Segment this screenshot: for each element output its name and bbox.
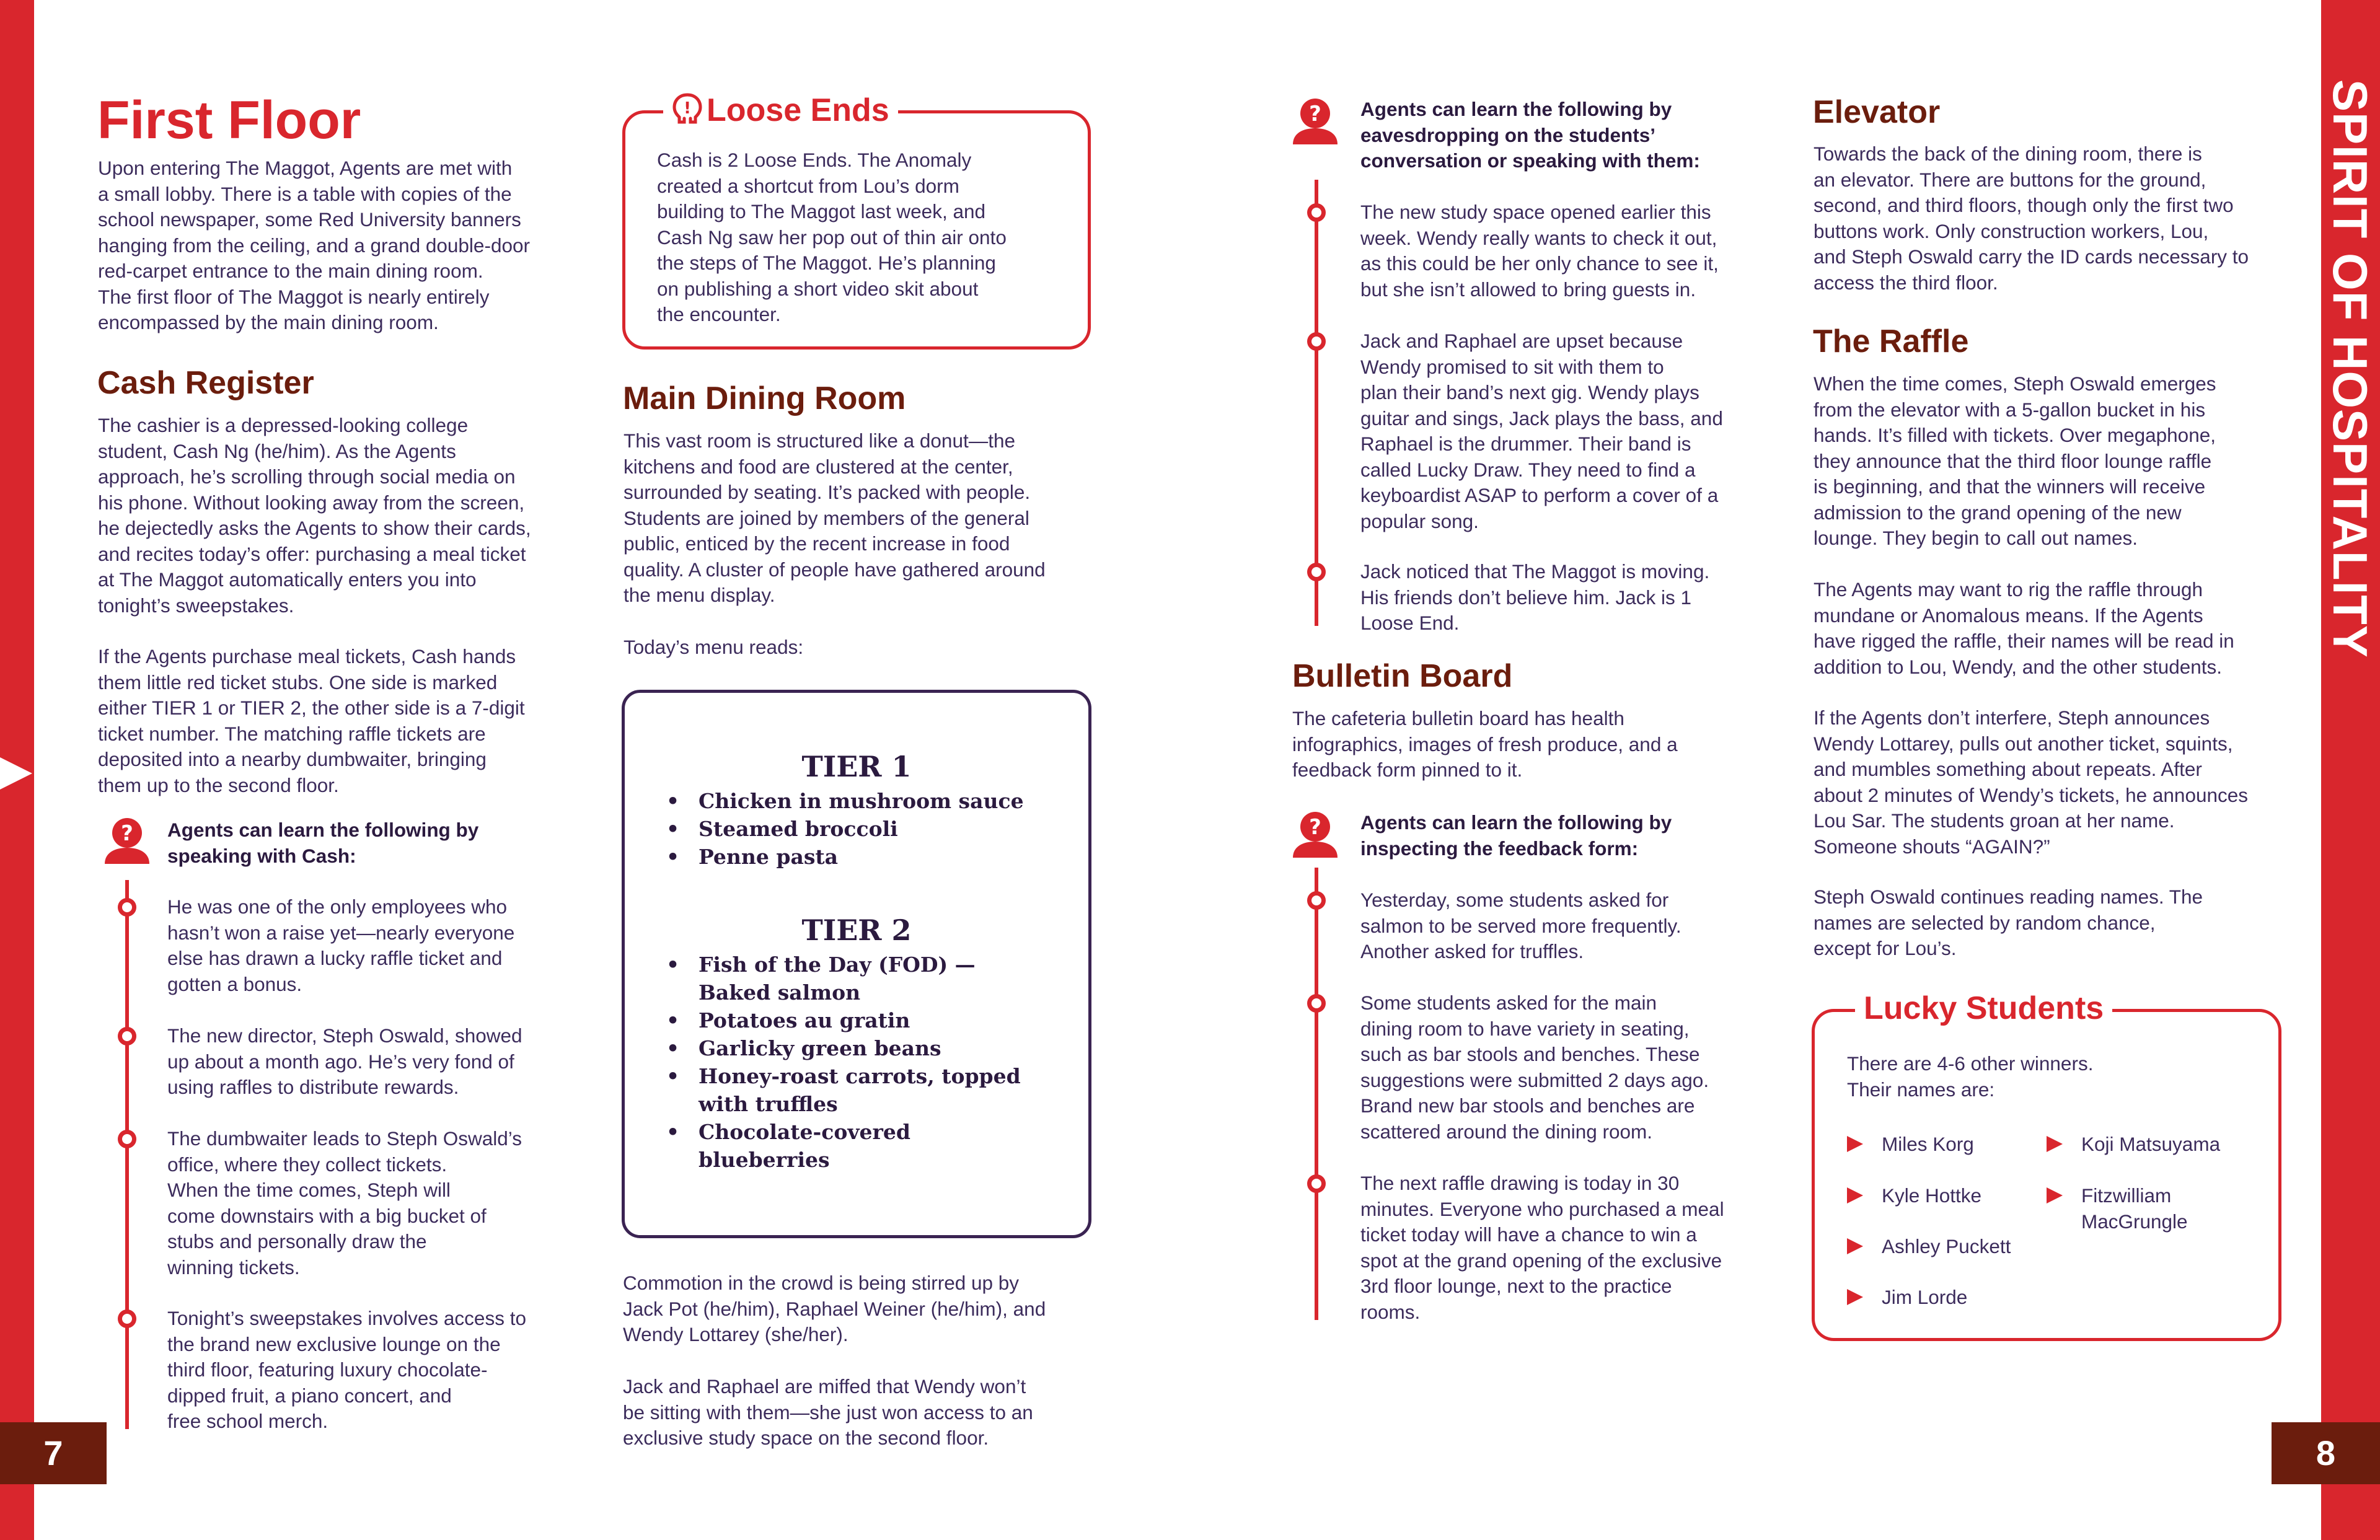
menu-item-line: Steamed broccoli — [699, 817, 898, 841]
bulletin-board-body-line: The cafeteria bulletin board has health — [1292, 707, 1624, 729]
timeline-item-line: His friends don’t believe him. Jack is 1 — [1360, 586, 1691, 609]
menu-item — [666, 1034, 1075, 1062]
main-dining-body-line: kitchens and food are clustered at the center, — [624, 455, 1013, 478]
loose-ends-title-wrap — [663, 92, 898, 129]
eavesdrop-learn-title-line: Agents can learn the following by — [1360, 98, 1672, 120]
main-dining-body-line: Students are joined by members of the general — [624, 506, 1029, 529]
lucky-student-name — [1882, 1285, 1967, 1311]
page-edge-triangle-marker — [0, 757, 32, 790]
timeline-dot — [1307, 203, 1326, 222]
menu-item — [666, 843, 1075, 871]
timeline-item-line: winning tickets. — [167, 1256, 300, 1278]
timeline-item-line: third floor, featuring luxury chocolate- — [167, 1358, 488, 1381]
main-dining-body-line: surrounded by seating. It’s packed with people. — [624, 481, 1031, 503]
lucky-students-intro — [1847, 1051, 2256, 1102]
timeline-item-line: Jack and Raphael are upset because — [1360, 330, 1683, 352]
timeline-dot — [1307, 891, 1326, 910]
raffle-body-1-line: from the elevator with a 5-gallon bucket in his — [1814, 398, 2206, 421]
timeline-item-line: The dumbwaiter leads to Steph Oswald’s — [167, 1127, 522, 1150]
bullet-icon: • — [666, 1036, 680, 1060]
first-floor-body-line: Upon entering The Maggot, Agents are met with — [98, 157, 513, 179]
timeline-item — [167, 1126, 576, 1280]
lucky-student-name — [1882, 1132, 1974, 1158]
svg-text:?: ? — [121, 821, 133, 846]
timeline-item — [167, 894, 576, 997]
raffle-body-3-line: Wendy Lottarey, pulls out another ticket, squints, — [1814, 732, 2233, 755]
lucky-student-name-line: Kyle Hottke — [1882, 1184, 1982, 1207]
raffle-body-2-line: have rigged the raffle, their names will be read in — [1814, 630, 2234, 652]
eavesdrop-learn-title-line: eavesdropping on the students’ — [1360, 123, 1656, 146]
main-dining-body-line: public, enticed by the recent increase in food — [624, 532, 1010, 555]
elevator-body-line: Towards the back of the dining room, there is — [1814, 143, 2202, 165]
bullet-icon: • — [666, 789, 680, 813]
raffle-body-2-line: The Agents may want to rig the raffle through — [1814, 578, 2203, 601]
menu-item — [666, 951, 1075, 1006]
raffle-body-4 — [1814, 884, 2309, 962]
timeline-item-line: The new director, Steph Oswald, showed — [167, 1024, 522, 1047]
cash-register-tickets-body-line: them up to the second floor. — [98, 773, 339, 796]
raffle-body-2-line: addition to Lou, Wendy, and the other students. — [1814, 655, 2223, 678]
triangle-bullet-icon — [2047, 1136, 2063, 1152]
raffle-body-1-line: they announce that the third floor lounge raffle — [1814, 449, 2212, 472]
timeline-item-line: week. Wendy really wants to check it out, — [1360, 226, 1717, 249]
timeline-item-line: 3rd floor lounge, next to the practice — [1360, 1275, 1672, 1297]
timeline-item-line: up about a month ago. He’s very fond of — [167, 1050, 514, 1073]
loose-ends-body-line: Cash Ng saw her pop out of thin air onto — [657, 226, 1007, 249]
svg-text:?: ? — [1309, 102, 1321, 126]
timeline-item — [1360, 200, 1794, 302]
menu-item-line: Fish of the Day (FOD) — — [699, 953, 976, 977]
menu-item-line: Chocolate-covered — [699, 1120, 910, 1144]
timeline-item-line: Raphael is the drummer. Their band is — [1360, 433, 1691, 455]
raffle-body-1-line: lounge. They begin to call out names. — [1814, 527, 2138, 549]
loose-ends-body-line: created a shortcut from Lou’s dorm — [657, 174, 959, 197]
first-floor-body — [98, 156, 581, 336]
bulletin-learn-title-line: inspecting the feedback form: — [1360, 837, 1639, 860]
menu-item-line: Penne pasta — [699, 845, 839, 869]
first-floor-body-line: The first floor of The Maggot is nearly entirely — [98, 285, 490, 308]
timeline-item-line: Some students asked for the main — [1360, 992, 1657, 1014]
cash-timeline — [125, 880, 129, 1429]
raffle-body-3-line: If the Agents don’t interfere, Steph announces — [1814, 706, 2210, 729]
eavesdrop-timeline — [1315, 180, 1318, 626]
timeline-item-line: dining room to have variety in seating, — [1360, 1017, 1690, 1040]
miffed-body-line: be sitting with them—she just won access to an — [623, 1401, 1033, 1423]
timeline-item-line: plan their band’s next gig. Wendy plays — [1360, 381, 1699, 403]
raffle-heading: The Raffle — [1813, 323, 1969, 359]
timeline-dot — [1307, 332, 1326, 351]
timeline-item — [1360, 328, 1794, 534]
raffle-body-2 — [1814, 577, 2309, 680]
bullet-icon: • — [666, 953, 680, 977]
first-floor-body-line: school newspaper, some Red University banners — [98, 208, 521, 231]
cash-register-body — [98, 413, 581, 618]
timeline-item-line: He was one of the only employees who — [167, 895, 508, 918]
cash-register-body-line: student, Cash Ng (he/him). As the Agents — [98, 439, 456, 462]
bulletin-timeline — [1315, 868, 1318, 1320]
menu-item — [666, 1062, 1075, 1118]
cash-learn-title-line: Agents can learn the following by — [167, 819, 479, 841]
timeline-dot — [118, 1309, 136, 1328]
loose-ends-body — [657, 147, 1066, 328]
loose-ends-body-line: building to The Maggot last week, and — [657, 200, 986, 222]
eavesdrop-learn-title-line: conversation or speaking with them: — [1360, 149, 1700, 172]
raffle-body-3-line: and mumbles something about repeats. After — [1814, 758, 2202, 780]
miffed-body-line: Jack and Raphael are miffed that Wendy won’t — [623, 1375, 1026, 1397]
menu-item — [666, 1006, 1075, 1034]
main-dining-body-line: the menu display. — [624, 584, 775, 606]
timeline-dot — [118, 1130, 136, 1148]
menu-tier1-title: TIER 1 — [801, 750, 912, 783]
raffle-body-3-line: about 2 minutes of Wendy’s tickets, he announces — [1814, 783, 2249, 806]
timeline-item-line: the brand new exclusive lounge on the — [167, 1332, 501, 1355]
timeline-item — [167, 1023, 576, 1101]
menu-item — [666, 815, 1075, 843]
timeline-item-line: else has drawn a lucky raffle ticket and — [167, 947, 503, 969]
timeline-item-line: suggestions were submitted 2 days ago. — [1360, 1068, 1709, 1091]
timeline-item-line: keyboardist ASAP to perform a cover of a — [1360, 484, 1719, 506]
cash-register-body-line: approach, he’s scrolling through social media on — [98, 465, 516, 488]
timeline-item-line: using raffles to distribute rewards. — [167, 1076, 459, 1098]
main-dining-heading: Main Dining Room — [623, 381, 906, 416]
raffle-body-4-line: names are selected by random chance, — [1814, 911, 2156, 934]
timeline-item-line: Yesterday, some students asked for — [1360, 889, 1669, 911]
raffle-body-4-line: except for Lou’s. — [1814, 937, 1957, 959]
cash-register-tickets-body-line: deposited into a nearby dumbwaiter, bringing — [98, 748, 487, 770]
svg-text:!: ! — [684, 99, 691, 118]
commotion-body-line: Jack Pot (he/him), Raphael Weiner (he/him), and — [623, 1297, 1046, 1320]
main-dining-body-line: quality. A cluster of people have gathered around — [624, 558, 1046, 581]
elevator-body — [1814, 141, 2309, 296]
lucky-student-name-line: Jim Lorde — [1882, 1286, 1968, 1308]
cash-register-heading: Cash Register — [97, 365, 314, 401]
timeline-item-line: hasn’t won a raise yet—nearly everyone — [167, 921, 515, 944]
timeline-item — [1360, 1171, 1794, 1325]
cash-register-body-line: The cashier is a depressed-looking college — [98, 414, 469, 436]
raffle-body-1-line: hands. It’s filled with tickets. Over megaphone, — [1814, 424, 2216, 446]
cash-register-tickets-body-line: either TIER 1 or TIER 2, the other side is a 7-digit — [98, 697, 525, 719]
main-dining-body-line: This vast room is structured like a donut—the — [624, 429, 1016, 452]
timeline-item-line: When the time comes, Steph will — [167, 1179, 451, 1201]
timeline-item-line: Loose End. — [1360, 612, 1460, 634]
timeline-item-line: salmon to be served more frequently. — [1360, 914, 1681, 937]
loose-ends-body-line: the encounter. — [657, 303, 781, 325]
timeline-item-line: Wendy promised to sit with them to — [1360, 355, 1664, 378]
loose-ends-body-line: the steps of The Maggot. He’s planning — [657, 252, 996, 274]
lucky-student-name — [2081, 1183, 2188, 1234]
cash-register-body-line: at The Maggot automatically enters you into — [98, 568, 477, 591]
menu-item — [666, 1118, 1075, 1174]
lucky-student-name — [2081, 1132, 2220, 1158]
raffle-body-1-line: admission to the grand opening of the new — [1814, 501, 2182, 524]
timeline-item-line: popular song. — [1360, 509, 1479, 532]
bullet-icon: • — [666, 1064, 680, 1088]
menu-item-line: Garlicky green beans — [699, 1036, 941, 1060]
chapter-title-text: SPIRIT OF HOSPITALITY — [2323, 79, 2378, 658]
timeline-item-line: dipped fruit, a piano concert, and — [167, 1384, 452, 1407]
menu-item-line: Baked salmon — [699, 980, 861, 1005]
cash-register-tickets-body — [98, 644, 581, 798]
question-icon — [102, 816, 152, 865]
first-floor-body-line: red-carpet entrance to the main dining room. — [98, 260, 483, 282]
timeline-item-line: minutes. Everyone who purchased a meal — [1360, 1197, 1724, 1220]
bullet-icon: • — [666, 1120, 680, 1144]
timeline-item-line: such as bar stools and benches. These — [1360, 1043, 1700, 1065]
elevator-body-line: access the third floor. — [1814, 271, 1998, 294]
timeline-item-line: free school merch. — [167, 1410, 328, 1432]
timeline-item-line: guitar and sings, Jack plays the bass, and — [1360, 407, 1723, 429]
timeline-item-line: spot at the grand opening of the exclusive — [1360, 1249, 1722, 1272]
eavesdrop-learn-title — [1360, 97, 1700, 174]
menu-tier2-list — [666, 951, 1075, 1174]
lucky-student-name-line: Ashley Puckett — [1882, 1235, 2011, 1257]
timeline-item-line: stubs and personally draw the — [167, 1230, 427, 1252]
timeline-item-line: but she isn’t allowed to bring guests in. — [1360, 278, 1696, 301]
menu-item-line: Chicken in mushroom sauce — [699, 789, 1024, 813]
cash-register-body-line: and recites today’s offer: purchasing a meal ticket — [98, 542, 526, 565]
menu-item — [666, 787, 1075, 815]
cash-register-tickets-body-line: ticket number. The matching raffle tickets are — [98, 722, 486, 745]
timeline-item-line: Tonight’s sweepstakes involves access to — [167, 1307, 526, 1329]
bulletin-board-heading: Bulletin Board — [1292, 658, 1513, 694]
timeline-dot — [1307, 1174, 1326, 1193]
timeline-dot — [1307, 563, 1326, 581]
loose-ends-body-line: on publishing a short video skit about — [657, 277, 979, 300]
commotion-body — [623, 1270, 1106, 1348]
page-number-right: 8 — [2272, 1422, 2380, 1484]
menu-item-line: Potatoes au gratin — [699, 1008, 910, 1032]
raffle-body-1-line: When the time comes, Steph Oswald emerges — [1814, 372, 2216, 395]
menu-item-line: with truffles — [699, 1092, 838, 1116]
raffle-body-3-line: Someone shouts “AGAIN?” — [1814, 835, 2050, 858]
raffle-body-1-line: is beginning, and that the winners will receive — [1814, 475, 2206, 498]
cash-learn-title — [167, 817, 478, 869]
question-icon — [1290, 96, 1340, 146]
timeline-item-line: rooms. — [1360, 1300, 1421, 1323]
first-floor-title: First Floor — [97, 90, 361, 150]
cash-register-tickets-body-line: them little red ticket stubs. One side is marked — [98, 671, 498, 693]
timeline-item-line: The new study space opened earlier this — [1360, 201, 1711, 223]
menu-intro: Today’s menu reads: — [624, 636, 804, 658]
lucky-student-name — [1882, 1183, 1981, 1209]
first-floor-body-line: a small lobby. There is a table with copies of the — [98, 182, 512, 205]
lucky-student-name-line: Fitzwilliam — [2081, 1184, 2172, 1207]
menu-tier1-list — [666, 787, 1075, 871]
bullet-icon: • — [666, 845, 680, 869]
timeline-dot — [118, 1027, 136, 1045]
raffle-body-2-line: mundane or Anomalous means. If the Agents — [1814, 604, 2203, 627]
lucky-student-name-line: Koji Matsuyama — [2081, 1133, 2221, 1155]
loose-ends-icon — [672, 92, 703, 126]
menu-item-line: blueberries — [699, 1148, 830, 1172]
lucky-student-name-line: MacGrungle — [2081, 1210, 2188, 1233]
timeline-item-line: as this could be her only chance to see it, — [1360, 252, 1719, 275]
timeline-dot — [118, 898, 136, 917]
first-floor-body-line: hanging from the ceiling, and a grand double-door — [98, 234, 530, 257]
main-dining-body — [624, 428, 1107, 609]
bullet-icon: • — [666, 1008, 680, 1032]
bullet-icon: • — [666, 817, 680, 841]
first-floor-body-line: encompassed by the main dining room. — [98, 311, 439, 333]
timeline-item-line: Jack noticed that The Maggot is moving. — [1360, 560, 1710, 583]
triangle-bullet-icon — [1847, 1289, 1863, 1305]
cash-learn-title-line: speaking with Cash: — [167, 844, 356, 867]
menu-item-line: Honey-roast carrots, topped — [699, 1064, 1021, 1088]
miffed-body-line: exclusive study space on the second floor. — [623, 1427, 989, 1449]
raffle-body-4-line: Steph Oswald continues reading names. The — [1814, 886, 2203, 908]
timeline-item — [1360, 887, 1794, 965]
triangle-bullet-icon — [1847, 1238, 1863, 1254]
timeline-item-line: ticket today will have a chance to win a — [1360, 1223, 1697, 1246]
timeline-item-line: scattered around the dining room. — [1360, 1120, 1653, 1143]
timeline-item-line: office, where they collect tickets. — [167, 1153, 447, 1176]
bulletin-board-body — [1292, 706, 1776, 783]
loose-ends-title: Loose Ends — [707, 92, 889, 128]
bulletin-learn-title-line: Agents can learn the following by — [1360, 811, 1672, 834]
elevator-body-line: an elevator. There are buttons for the ground, — [1814, 168, 2206, 191]
lucky-student-name-line: Miles Korg — [1882, 1133, 1974, 1155]
question-icon — [1290, 809, 1340, 859]
triangle-bullet-icon — [1847, 1136, 1863, 1152]
bulletin-learn-title — [1360, 810, 1672, 861]
timeline-item-line: Another asked for truffles. — [1360, 940, 1584, 962]
lucky-student-name — [1882, 1234, 2011, 1260]
elevator-body-line: buttons work. Only construction workers, Lou, — [1814, 219, 2209, 242]
timeline-item-line: The next raffle drawing is today in 30 — [1360, 1172, 1680, 1194]
menu-tier2-title: TIER 2 — [801, 913, 912, 947]
bulletin-board-body-line: feedback form pinned to it. — [1292, 759, 1523, 781]
svg-text:?: ? — [1309, 815, 1321, 840]
timeline-item-line: gotten a bonus. — [167, 972, 302, 995]
triangle-bullet-icon — [1847, 1187, 1863, 1203]
cash-register-body-line: he dejectedly asks the Agents to show their cards, — [98, 517, 531, 539]
miffed-body — [623, 1374, 1106, 1451]
timeline-dot — [1307, 994, 1326, 1013]
elevator-body-line: second, and third floors, though only the first two — [1814, 194, 2234, 216]
lucky-students-intro-line: Their names are: — [1847, 1078, 1995, 1101]
triangle-bullet-icon — [2047, 1187, 2063, 1203]
timeline-item — [1360, 990, 1794, 1145]
timeline-item — [167, 1306, 576, 1435]
lucky-students-title: Lucky Students — [1855, 990, 2112, 1027]
timeline-item-line: come downstairs with a big bucket of — [167, 1204, 487, 1227]
raffle-body-1 — [1814, 371, 2309, 552]
commotion-body-line: Wendy Lottarey (she/her). — [623, 1323, 848, 1345]
bulletin-board-body-line: infographics, images of fresh produce, and a — [1292, 733, 1678, 755]
raffle-body-3 — [1814, 705, 2309, 860]
cash-register-body-line: tonight’s sweepstakes. — [98, 594, 294, 617]
lucky-students-intro-line: There are 4-6 other winners. — [1847, 1052, 2094, 1075]
timeline-item-line: Brand new bar stools and benches are — [1360, 1094, 1695, 1117]
cash-register-tickets-body-line: If the Agents purchase meal tickets, Cash hands — [98, 645, 516, 667]
raffle-body-3-line: Lou Sar. The students groan at her name. — [1814, 809, 2175, 832]
timeline-item — [1360, 559, 1794, 636]
timeline-item-line: called Lucky Draw. They need to find a — [1360, 458, 1696, 481]
chapter-sidebar-title — [2319, 0, 2380, 768]
page-number-left: 7 — [0, 1422, 107, 1484]
commotion-body-line: Commotion in the crowd is being stirred up by — [623, 1272, 1020, 1294]
elevator-body-line: and Steph Oswald carry the ID cards necessary to — [1814, 245, 2249, 268]
elevator-heading: Elevator — [1813, 94, 1941, 130]
loose-ends-body-line: Cash is 2 Loose Ends. The Anomaly — [657, 149, 972, 171]
cash-register-body-line: his phone. Without looking away from the screen, — [98, 491, 525, 514]
